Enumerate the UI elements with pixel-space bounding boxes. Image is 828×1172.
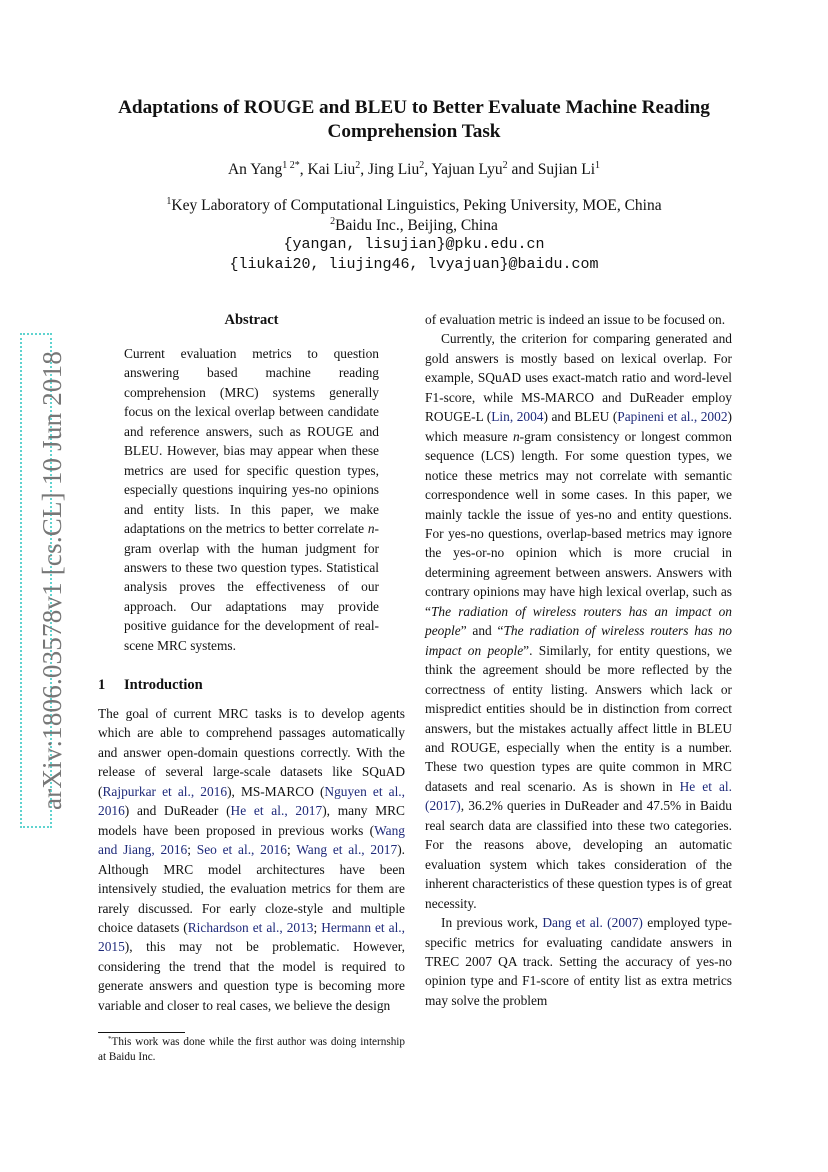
citation-link[interactable]: Rajpurkar et al., 2016 (102, 783, 228, 799)
author-name: An Yang (227, 161, 283, 178)
author-affiliation-mark: 2 (355, 160, 361, 171)
author-affiliation-mark: 1 2* (282, 160, 300, 171)
citation-link[interactable]: Richardson et al., 2013 (187, 919, 314, 935)
author-name: Yajuan Lyu (431, 161, 503, 178)
abstract-body (124, 344, 379, 655)
body-text: ) and BLEU ( (543, 409, 618, 425)
body-text: employed type-specific metrics for evaluating candidate answers in TREC 2007 QA track. Setting the accuracy of yes-no opinion type and F1-score of entity list as extra metrics may solve the problem (425, 915, 732, 1008)
author-affiliation-mark: 1 (595, 160, 601, 171)
abstract-text: Current evaluation metrics to question answering based machine reading comprehension (MRC) systems generally focus on the lexical overlap between candidate and reference answers, such as ROUGE and BLEU. However, bias may appear when these metrics are used for specific question types, especially questions inquiring yes-no opinions and entity lists. In this paper, we make adaptations on the metrics to better correlate (124, 346, 379, 537)
math-n: n (512, 428, 520, 444)
paragraph (425, 913, 732, 1010)
section-number: 1 (98, 677, 106, 693)
citation-link[interactable]: Seo et al., 2016 (196, 842, 287, 858)
section-heading-introduction (98, 675, 203, 695)
citation-link[interactable]: He et al. (2017) (425, 778, 732, 814)
email-baidu: {liukai20, liujing46, lvyajuan}@baidu.com (229, 255, 599, 273)
body-text: ), MS-MARCO ( (227, 783, 325, 799)
citation-link[interactable]: Nguyen et al., 2016 (98, 783, 405, 819)
intro-right-column (425, 310, 732, 1010)
affiliation-text: Baidu Inc., Beijing, China (335, 216, 498, 234)
author-name: Sujian Li (537, 161, 596, 178)
body-text: , 36.2% queries in DuReader and 47.5% in Baidu real search data are classified into these two categories. For the reasons above, developing an automatic evaluation system which takes consideration of the inherent characteristics of these question types is of great necessity. (425, 798, 732, 911)
footnote-rule (98, 1032, 185, 1033)
quoted-example: The radiation of wireless routers has no impact on people (425, 623, 733, 658)
paragraph: of evaluation metric is indeed an issue to be focused on. (425, 312, 726, 327)
citation-link[interactable]: Dang et al. (2007) (542, 915, 643, 931)
body-text: ), many MRC models have been proposed in previous works ( (98, 803, 405, 838)
author-name: Jing Liu (368, 161, 420, 178)
abstract-heading: Abstract (224, 312, 279, 328)
intro-paragraph-left (98, 704, 405, 1015)
paragraph (425, 329, 732, 913)
body-text: ) and DuReader ( (124, 803, 231, 819)
citation-link[interactable]: Lin, 2004 (491, 409, 544, 425)
separator: , (424, 161, 432, 178)
quoted-example: The radiation of wireless routers has an impact on people (425, 603, 732, 639)
abstract-text: -gram overlap with the human judgment for answers to these two question types. Statistical analysis proves the effectiveness of our approach. Our adaptations may provide positive guidance for the development of real-scene MRC systems. (124, 521, 379, 653)
author-affiliation-mark: 2 (419, 160, 425, 171)
body-text: ” and “ (460, 623, 504, 639)
citation-link[interactable]: He et al., 2017 (230, 803, 323, 819)
math-n: n (367, 521, 375, 537)
affiliation-2 (80, 216, 748, 236)
title-line-1: Adaptations of ROUGE and BLEU to Better Evaluate Machine Reading (118, 97, 710, 118)
citation-link[interactable]: Papineni et al., 2002 (617, 409, 728, 425)
citation-link[interactable]: Wang et al., 2017 (296, 842, 398, 858)
body-text: In previous work, (441, 915, 543, 931)
affiliation-text: Key Laboratory of Computational Linguistics, Peking University, MOE, China (171, 197, 662, 214)
footnote (98, 1035, 405, 1065)
body-text: Currently, the criterion for comparing generated and gold answers is mostly based on lexical overlap. For example, SQuAD uses exact-match ratio and word-level F1-score, while MS-MARCO and DuReader employ ROUGE-L ( (425, 331, 732, 425)
arxiv-stamp[interactable]: arXiv:1806.03578v1 [cs.CL] 10 Jun 2018 (37, 350, 67, 811)
body-text: ). Although MRC model architectures have been intensively studied, the evaluation metrics for them are rarely discussed. For early cloze-style and multiple choice datasets ( (98, 842, 405, 935)
paper-title (80, 96, 748, 144)
affiliation-mark: 1 (166, 196, 172, 207)
author-list (80, 160, 748, 180)
affiliation-mark: 2 (330, 215, 336, 227)
affiliation-1 (80, 196, 748, 216)
section-title: Introduction (124, 677, 203, 693)
body-text: -gram consistency or longest common sequence (LCS) length. For some question types, we notice these metrics may not correlate with semantic correspondence well in some cases. In this paper, we mainly tackle the issue of yes-no and entity questions. For yes-no questions, overlap-based metrics may ignore the yes-or-no opinion which is more crucial in determining agreement between answers. Answers with contrary opinions may have high lexical overlap, such as “ (425, 428, 732, 619)
body-text: ), this may not be problematic. However, considering the trend that the model is required to generate answers and question type is becoming more variable and closer to real cases, we believe the design (98, 939, 405, 1013)
email-pku: {yangan, lisujian}@pku.edu.cn (283, 236, 545, 253)
body-text: ; (313, 919, 322, 935)
citation-link[interactable]: Hermann et al., 2015 (98, 919, 405, 955)
body-text: ; (286, 842, 297, 858)
author-affiliation-mark: 2 (502, 160, 508, 171)
body-text: ) which measure (425, 409, 732, 444)
footnote-mark: * (108, 1035, 112, 1043)
author-name: Kai Liu (307, 161, 356, 178)
separator: and (507, 161, 538, 178)
footnote-text: This work was done while the first author was doing internship at Baidu Inc. (98, 1036, 405, 1063)
separator: , (299, 161, 308, 178)
citation-link[interactable]: Wang and Jiang, 2016 (98, 822, 405, 858)
body-text: ”. Similarly, for entity questions, we think the agreement should be more reflected by the correctness of entity listing. Answers which lack or mispredict entities should be in distinction from correct answers, but the mistakes actually affect little in BLEU and ROUGE, especially when the entity is a number. These two question types are quite common in MRC datasets and real scenario. As is shown in (425, 642, 732, 794)
separator: , (360, 161, 368, 178)
body-text: ; (187, 842, 197, 858)
affiliations (80, 196, 748, 274)
title-line-2: Comprehension Task (327, 121, 501, 142)
body-text: The goal of current MRC tasks is to develop agents which are able to comprehend passages automatically and answer open-domain questions correctly. With the release of several large-scale datasets like SQuAD ( (98, 706, 405, 799)
